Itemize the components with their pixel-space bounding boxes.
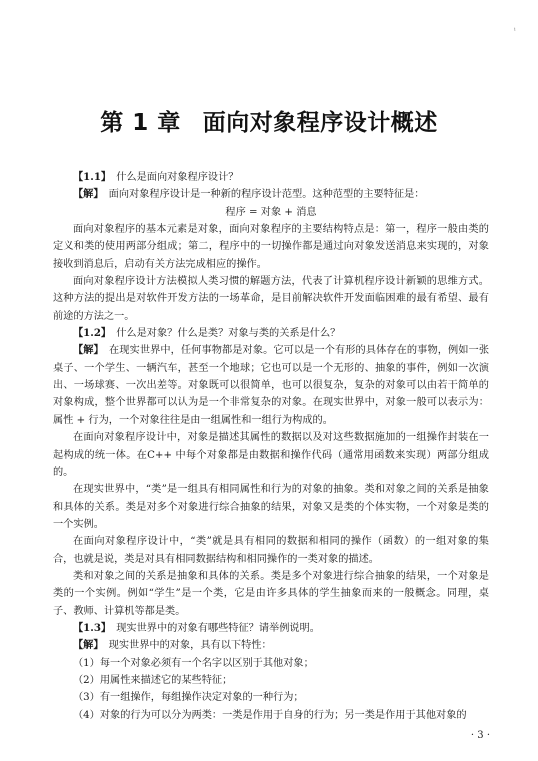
chapter-number: 第 1 章	[100, 110, 181, 136]
list-item: （2）用属性来描述它的某些特征；	[73, 674, 233, 686]
qa-paragraph	[53, 620, 489, 637]
list-item: （4）对象的行为可以分为两类：一类是作用于自身的行为；另一类是作用于其他对象的	[73, 709, 467, 721]
question-tag: 【1.3】	[73, 621, 112, 634]
question-tag: 【1.1】	[73, 171, 112, 183]
page-number: · 3 ·	[470, 730, 490, 741]
chapter-title	[0, 104, 538, 137]
qa-paragraph	[53, 637, 489, 654]
paragraph: 面向对象程序的基本元素是对象，面向对象程序的主要结构特点是：第一，程序一般由类的定义和类的使用两部分组成；第二，程序中的一切操作都是通过向对象发送消息来实现的，对象接收到消息后，启动有关方法完成相应的操作。	[53, 224, 489, 270]
paragraph-text: 现实世界中的对象有哪些特征？请举例说明。	[116, 622, 320, 634]
qa-paragraph	[53, 325, 489, 342]
qa-paragraph	[53, 342, 489, 429]
chapter-name: 面向对象程序设计概述	[202, 110, 438, 136]
paragraph-text: 现实世界中的对象，具有以下特性：	[108, 640, 272, 652]
paragraph-text: 什么是面向对象程序设计？	[116, 172, 239, 183]
qa-paragraph	[53, 186, 489, 203]
formula: 程序 = 对象 + 消息	[225, 206, 317, 218]
question-tag: 【解】	[73, 188, 104, 201]
paragraph: 类和对象之间的关系是抽象和具体的关系。类是多个对象进行综合抽象的结果，一个对象是类的一个实例。例如“学生”是一个类，它是由许多具体的学生抽象而来的一般概念。同理，桌子、教师、计算机等都是类。	[53, 570, 489, 617]
paragraph-text: 什么是对象？什么是类？对象与类的关系是什么？	[116, 328, 341, 340]
paragraph-text: 在现实世界中，任何事物都是对象。它可以是一个有形的具体存在的事物，例如一张桌子、一个学生、一辆汽车，甚至一个地球；它也可以是一个无形的、抽象的事件，例如一次演出、一场球赛、一次出差等。对象既可以很简单，也可以很复杂，复杂的对象可以由若干简单的对象构成，整个世界都可以认为是一个非常复杂的对象。在现实世界中，对象一般可以表示为：属性 + 行为，一个对象往往是由一组属性和一组行为构成的。	[53, 345, 490, 426]
question-tag: 【解】	[73, 639, 104, 652]
paragraph-text: 面向对象程序设计是一种新的程序设计范型。这种范型的主要特征是：	[108, 189, 425, 201]
paragraph: 在面向对象程序设计中，对象是描述其属性的数据以及对这些数据施加的一组操作封装在一起构成的统一体。在C++ 中每个对象都是由数据和操作代码（通常用函数来实现）两部分组成的。	[53, 432, 489, 478]
qa-paragraph	[53, 169, 489, 186]
list-item: （1）每一个对象必须有一个名字以区别于其他对象；	[73, 657, 314, 669]
paragraph: 面向对象程序设计方法模拟人类习惯的解题方法，代表了计算机程序设计新颖的思维方式。这种方法的提出是对软件开发方法的一场革命，是目前解决软件开发面临困难的最有希望、最有前途的方法之一。	[53, 276, 489, 322]
list-item: （3）有一组操作，每组操作决定对象的一种行为；	[73, 692, 304, 704]
question-tag: 【解】	[73, 344, 104, 357]
scan-mark: ⁱ	[514, 26, 516, 35]
body-text	[53, 169, 489, 724]
question-tag: 【1.2】	[73, 327, 112, 340]
paragraph: 在面向对象程序设计中，“类”就是具有相同的数据和相同的操作（函数）的一组对象的集合，也就是说，类是对具有相同数据结构和相同操作的一类对象的描述。	[53, 536, 489, 565]
paragraph: 在现实世界中，“类”是一组具有相同属性和行为的对象的抽象。类和对象之间的关系是抽象和具体的关系。类是对多个对象进行综合抽象的结果，对象又是类的个体实物，一个对象是类的一个实例。	[53, 484, 489, 530]
